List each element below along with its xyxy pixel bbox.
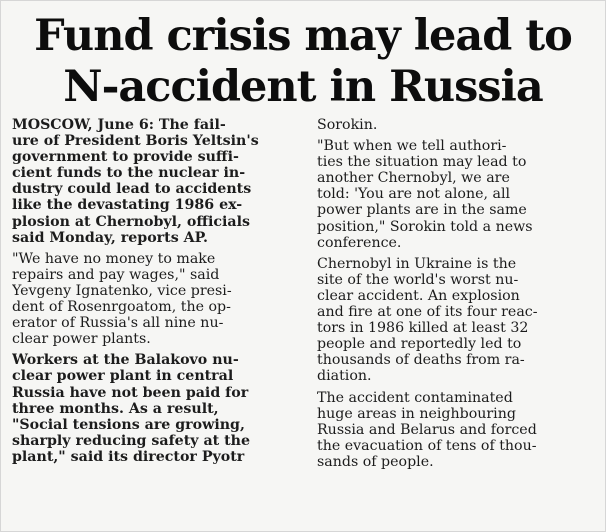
text-line: Chernobyl in Ukraine is the [317,255,517,272]
text-line: ties the situation may lead to [317,154,527,171]
text-line: government to provide suffi- [12,149,239,166]
text-line: cient funds to the nuclear in- [12,165,246,182]
text-line: Workers at the Balakovo nu- [12,352,239,369]
text-line: Russia and Belarus and forced [317,421,537,438]
text-line: Russia have not been paid for [12,384,249,401]
text-line: clear power plant in central [12,368,234,385]
paragraph-chernobyl [317,256,598,385]
paragraph-workers [12,352,294,465]
text-line: conference. [317,234,402,251]
text-line: another Chernobyl, we are [317,170,510,187]
paragraph-lead [12,117,294,246]
text-line: tors in 1986 killed at least 32 [317,320,529,337]
text-line: like the devastating 1986 ex- [12,197,243,214]
text-line: plant," said its director Pyotr [12,448,245,465]
text-line: huge areas in neighbouring [317,405,516,422]
text-line: and fire at one of its four reac- [317,304,538,321]
text-line: plosion at Chernobyl, officials [12,213,250,230]
text-line: The accident contaminated [317,389,513,406]
text-line: three months. As a result, [12,400,219,417]
right-column [317,117,598,470]
text-line: MOSCOW, June 6: The fail- [12,117,226,133]
text-line: diation. [317,368,372,385]
text-line: dent of Rosenrgoatom, the op- [12,299,231,316]
text-line: said Monday, reports AP. [12,229,208,246]
text-line: told: 'You are not alone, all [317,186,511,203]
text-line: power plants are in the same [317,202,527,219]
headline-line-1: Fund crisis may lead to [34,11,572,61]
left-column [12,117,294,465]
text-line: clear power plants. [12,331,151,348]
headline-line-2: N-accident in Russia [63,62,543,112]
text-line: the evacuation of tens of thou- [317,437,537,454]
text-line: "We have no money to make [12,250,216,267]
headline [1,11,605,113]
text-line: Yevgeny Ignatenko, vice presi- [12,282,232,299]
text-line: sharply reducing safety at the [12,432,251,449]
text-line: "But when we tell authori- [317,138,507,155]
text-line: clear accident. An explosion [317,287,520,304]
paragraph-contamination [317,390,598,470]
text-line: repairs and pay wages," said [12,266,220,283]
paragraph-quote [12,251,294,348]
paragraph-sorokin [317,117,598,133]
text-line: ure of President Boris Yeltsin's [12,133,259,150]
text-line: Sorokin. [317,117,378,133]
text-line: sands of people. [317,453,434,470]
paragraph-authorities [317,138,598,251]
text-line: erator of Russia's all nine nu- [12,315,224,332]
text-line: people and reportedly led to [317,336,522,353]
text-line: "Social tensions are growing, [12,416,245,433]
text-line: thousands of deaths from ra- [317,352,525,369]
text-line: position," Sorokin told a news [317,218,533,235]
text-line: site of the world's worst nu- [317,271,519,288]
text-line: dustry could lead to accidents [12,181,252,198]
